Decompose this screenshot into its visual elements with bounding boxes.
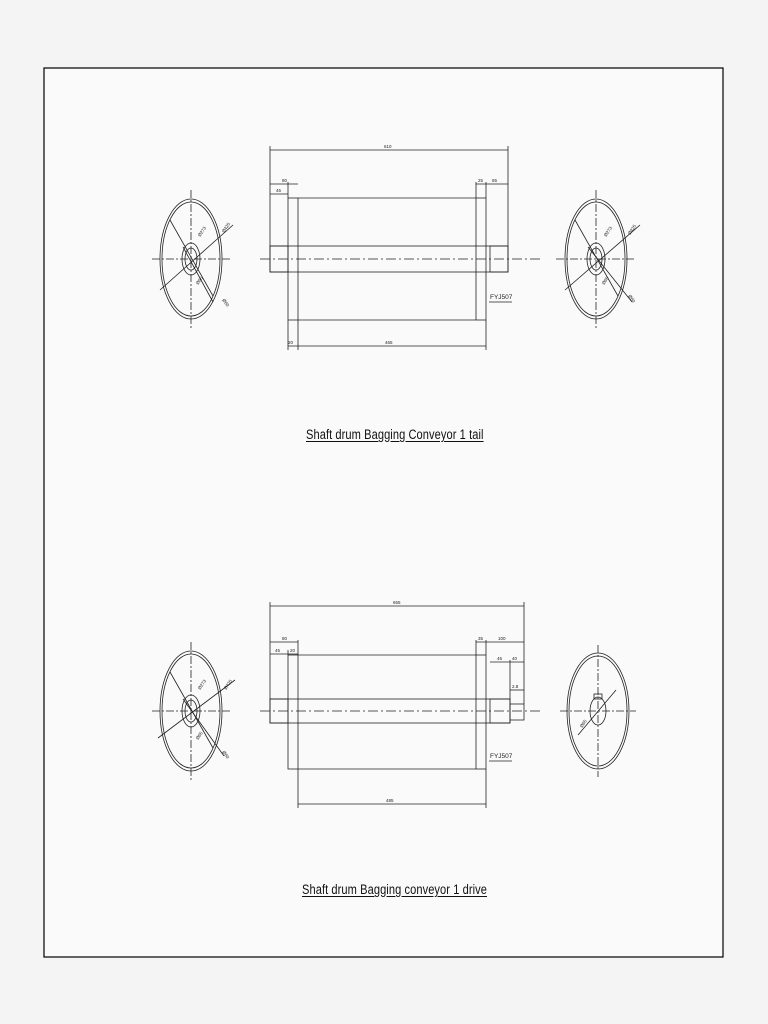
tail-drawing-title: Shaft drum Bagging Conveyor 1 tail bbox=[306, 427, 484, 442]
drive-dim-right-b: 100 bbox=[498, 636, 506, 641]
tail-right-label-3: Ø60 bbox=[627, 293, 637, 304]
drive-left-label-0: Ø425 bbox=[222, 678, 234, 691]
drive-dim-right-c: 45 bbox=[497, 656, 503, 661]
tail-right-label-0: Ø425 bbox=[626, 223, 638, 236]
drive-drawing-title: Shaft drum Bagging conveyor 1 drive bbox=[302, 882, 488, 897]
tail-dim-drum-length: 465 bbox=[385, 340, 393, 345]
drive-left-label-3: Ø60 bbox=[221, 749, 231, 760]
tail-left-label-0: Ø425 bbox=[220, 221, 232, 234]
tail-right-label-2: Ø65 bbox=[600, 275, 610, 286]
tail-left-label-2: Ø65 bbox=[194, 275, 204, 286]
drive-dim-right-d: 40 bbox=[512, 656, 518, 661]
tail-dim-right-a: 25 bbox=[478, 178, 484, 183]
drive-dim-right-a: 35 bbox=[478, 636, 484, 641]
tail-dim-flange: 20 bbox=[288, 340, 294, 345]
drive-part-code: FYJ507 bbox=[490, 753, 513, 760]
tail-dim-left-shaft: 80 bbox=[282, 178, 288, 183]
drive-dim-overall: 655 bbox=[393, 600, 401, 605]
tail-left-label-1: Ø273 bbox=[196, 225, 208, 238]
tail-dim-overall: 610 bbox=[384, 144, 392, 149]
drive-left-label-2: Ø65 bbox=[194, 730, 204, 741]
tail-left-label-3: Ø60 bbox=[221, 297, 231, 308]
drive-dim-drum-length: 485 bbox=[386, 798, 394, 803]
drive-dim-left-shaft: 80 bbox=[282, 636, 288, 641]
tail-right-label-1: Ø273 bbox=[602, 225, 614, 238]
drive-left-label-1: Ø273 bbox=[196, 678, 208, 691]
drive-dim-left-step: 45 bbox=[275, 648, 281, 653]
drive-right-label-0: Ø65 bbox=[578, 718, 588, 729]
sheet-border bbox=[44, 68, 723, 957]
tail-part-code: FYJ507 bbox=[490, 294, 513, 301]
drive-dim-left-flange: 20 bbox=[290, 648, 296, 653]
tail-dim-left-step: 45 bbox=[276, 188, 282, 193]
tail-dim-right-b: 65 bbox=[492, 178, 498, 183]
drive-dim-key: 2.8 bbox=[512, 684, 519, 689]
